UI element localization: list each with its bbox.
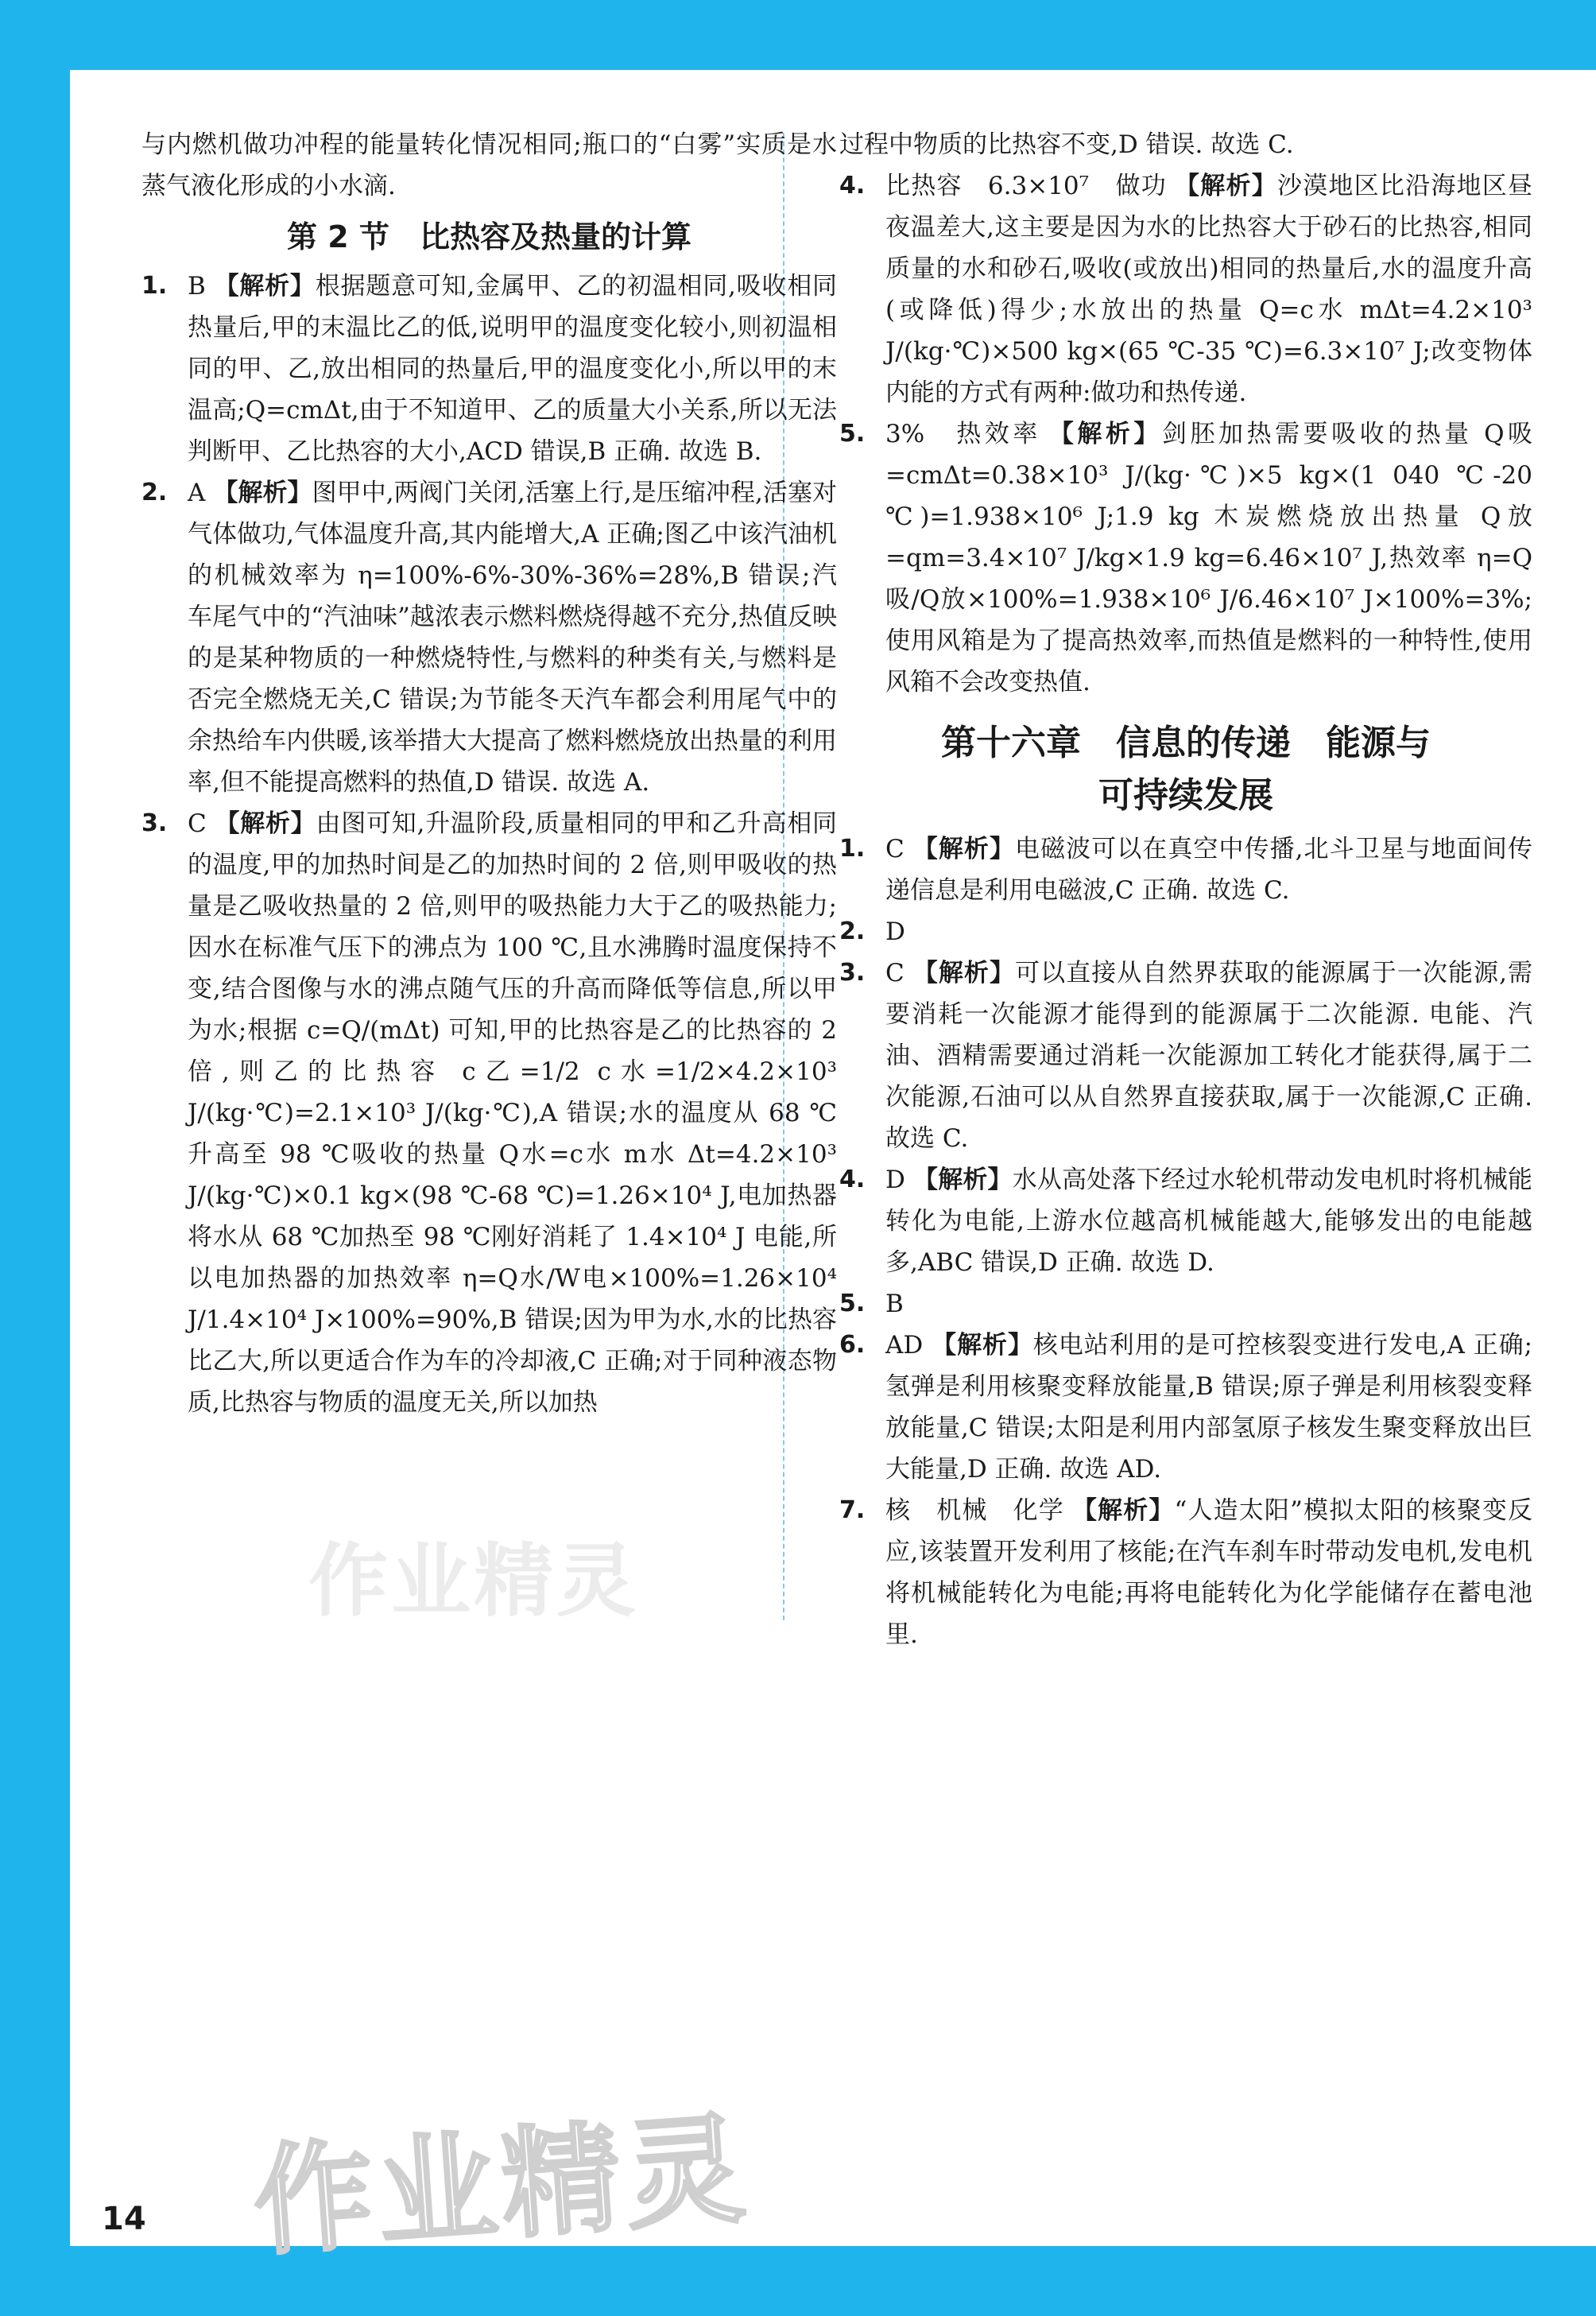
- item-explanation: 可以直接从自然界获取的能源属于一次能源,需要消耗一次能源才能得到的能源属于二次能源. 电能、汽油、酒精需要通过消耗一次能源加工转化才能获得,属于二次能源,石油可以从自然界直接获取,属于一次能源,C 正确. 故选 C.: [885, 959, 1532, 1153]
- item-answer: D: [885, 917, 905, 946]
- item-explanation: 剑胚加热需要吸收的热量 Q吸=cmΔt=0.38×10³ J/(kg·℃)×5 kg×(1 040 ℃-20 ℃)=1.938×10⁶ J;1.9 kg 木炭燃烧放出热量 Q放=qm=3.4×10⁷ J/kg×1.9 kg=6.46×10⁷ J,热效率 η=Q吸/Q放×100%=1.938×10⁶ J/6.46×10⁷ J×100%=3%;使用风箱是为了提高热效率,而热值是燃料的一种特性,使用风箱不会改变热值.: [885, 420, 1533, 696]
- answer-item: [839, 165, 1532, 413]
- item-number: 6.: [839, 1331, 866, 1359]
- item-answer: 3% 热效率: [885, 420, 1041, 448]
- right-answer-list-b: [839, 828, 1532, 1655]
- answer-item: [839, 911, 1532, 952]
- item-number: 5.: [839, 420, 866, 448]
- item-answer: 比热容 6.3×10⁷ 做功: [885, 172, 1167, 200]
- item-answer: D: [885, 1166, 905, 1194]
- page-number: 14: [102, 2201, 146, 2237]
- analysis-tag: 【解析】: [214, 809, 316, 838]
- item-number: 1.: [141, 272, 168, 300]
- item-answer: 核 机械 化学: [885, 1496, 1064, 1525]
- item-answer: AD: [885, 1331, 924, 1360]
- answer-item: [839, 1490, 1532, 1655]
- item-explanation: “人造太阳”模拟太阳的核聚变反应,该装置开发利用了核能;在汽车刹车时带动发电机,发电机将机械能转化为电能;再将电能转化为化学能储存在蓄电池里.: [885, 1496, 1533, 1649]
- answer-item: [839, 828, 1532, 911]
- chapter-title-line-2: 可持续发展: [1098, 775, 1273, 816]
- item-number: 1.: [839, 835, 866, 863]
- analysis-tag: 【解析】: [1071, 1496, 1175, 1525]
- item-explanation: 核电站利用的是可控核裂变进行发电,A 正确;氢弹是利用核聚变释放能量,B 错误;原子弹是利用核裂变释放能量,C 错误;太阳是利用内部氢原子核发生聚变释放出巨大能量,D 正确. 故选 AD.: [885, 1331, 1533, 1484]
- item-answer: B: [885, 1290, 904, 1318]
- item-explanation: 根据题意可知,金属甲、乙的初温相同,吸收相同热量后,甲的末温比乙的低,说明甲的温度变化较小,则初温相同的甲、乙,放出相同的热量后,甲的温度变化小,所以甲的末温高;Q=cmΔt,由于不知道甲、乙的质量大小关系,所以无法判断甲、乙比热容的大小,ACD 错误,B 正确. 故选 B.: [188, 272, 837, 466]
- answer-item: [839, 1283, 1532, 1325]
- chapter-title-line-1: 第十六章 信息的传递 能源与: [941, 723, 1431, 763]
- analysis-tag: 【解析】: [1175, 172, 1277, 200]
- item-number: 3.: [141, 809, 168, 837]
- item-explanation: 水从高处落下经过水轮机带动发电机时将机械能转化为电能,上游水位越高机械能越大,能够发出的电能越多,ABC 错误,D 正确. 故选 D.: [885, 1166, 1532, 1277]
- analysis-tag: 【解析】: [912, 835, 1016, 863]
- right-answer-list-a: [839, 165, 1532, 703]
- item-explanation: 图甲中,两阀门关闭,活塞上行,是压缩冲程,活塞对气体做功,气体温度升高,其内能增大,A 正确;图乙中该汽油机的机械效率为 η=100%-6%-30%-36%=28%,B 错误;汽车尾气中的“汽油味”越浓表示燃料燃烧得越不充分,热值反映的是某种物质的一种燃烧特性,与燃料的种类有关,与燃料是否完全燃烧无关,C 错误;为节能冬天汽车都会利用尾气中的余热给车内供暖,该举措大大提高了燃料燃烧放出热量的利用率,但不能提高燃料的热值,D 错误. 故选 A.: [188, 479, 837, 797]
- item-answer: C: [885, 959, 905, 987]
- item-number: 4.: [839, 1166, 866, 1193]
- item-explanation: 电磁波可以在真空中传播,北斗卫星与地面间传递信息是利用电磁波,C 正确. 故选 C.: [885, 835, 1532, 905]
- answer-item: [839, 413, 1532, 703]
- answer-page: [70, 70, 1596, 2273]
- continuation-paragraph: 过程中物质的比热容不变,D 错误. 故选 C.: [839, 130, 1294, 159]
- item-answer: B: [188, 272, 206, 301]
- item-explanation: 沙漠地区比沿海地区昼夜温差大,这主要是因为水的比热容大于砂石的比热容,相同质量的水和砂石,吸收(或放出)相同的热量后,水的温度升高(或降低)得少;水放出的热量 Q=c水 mΔt=4.2×10³ J/(kg·℃)×500 kg×(65 ℃-35 ℃)=6.3×10⁷ J;改变物体内能的方式有两种:做功和热传递.: [885, 172, 1533, 407]
- intro-paragraph: 与内燃机做功冲程的能量转化情况相同;瓶口的“白雾”实质是水蒸气液化形成的小水滴.: [141, 130, 837, 200]
- answer-item: [839, 952, 1532, 1159]
- analysis-tag: 【解析】: [213, 479, 312, 507]
- answer-item: [839, 1159, 1532, 1283]
- answer-item: [141, 472, 837, 803]
- item-number: 5.: [839, 1290, 866, 1317]
- left-column: [141, 124, 837, 1423]
- analysis-tag: 【解析】: [213, 272, 316, 301]
- item-answer: C: [188, 809, 207, 838]
- analysis-tag: 【解析】: [912, 959, 1016, 987]
- left-answer-list: [141, 266, 837, 1423]
- watermark-mid: 作业精灵: [308, 1534, 639, 1627]
- item-number: 3.: [839, 959, 866, 987]
- watermark-logo: 作业精灵: [249, 2100, 754, 2273]
- item-answer: A: [188, 479, 206, 507]
- chapter-title: [839, 717, 1532, 822]
- item-number: 4.: [839, 172, 866, 200]
- analysis-tag: 【解析】: [931, 1331, 1033, 1360]
- item-number: 2.: [839, 917, 866, 945]
- item-number: 2.: [141, 479, 168, 506]
- item-explanation: 由图可知,升温阶段,质量相同的甲和乙升高相同的温度,甲的加热时间是乙的加热时间的 2 倍,则甲吸收的热量是乙吸收热量的 2 倍,则甲的吸热能力大于乙的吸热能力;因水在标准气压下的沸点为 100 ℃,且水沸腾时温度保持不变,结合图像与水的沸点随气压的升高而降低等信息,所以甲为水;根据 c=Q/(mΔt) 可知,甲的比热容是乙的比热容的 2 倍,则乙的比热容 c乙=1/2 c水=1/2×4.2×10³ J/(kg·℃)=2.1×10³ J/(kg·℃),A 错误;水的温度从 68 ℃升高至 98 ℃吸收的热量 Q水=c水 m水 Δt=4.2×10³ J/(kg·℃)×0.1 kg×(98 ℃-68 ℃)=1.26×10⁴ J,电加热器将水从 68 ℃加热至 98 ℃刚好消耗了 1.4×10⁴ J 电能,所以电加热器的加热效率 η=Q水/W电×100%=1.26×10⁴ J/1.4×10⁴ J×100%=90%,B 错误;因为甲为水,水的比热容比乙大,所以更适合作为车的冷却液,C 正确;对于同种液态物质,比热容与物质的温度无关,所以加热: [188, 809, 837, 1417]
- analysis-tag: 【解析】: [912, 1166, 1013, 1194]
- answer-item: [839, 1325, 1532, 1490]
- section-title: 第 2 节 比热容及热量的计算: [287, 219, 691, 254]
- right-column: [839, 124, 1532, 1655]
- analysis-tag: 【解析】: [1048, 420, 1162, 448]
- item-number: 7.: [839, 1496, 866, 1524]
- answer-item: [141, 803, 837, 1423]
- answer-item: [141, 266, 837, 472]
- item-answer: C: [885, 835, 905, 863]
